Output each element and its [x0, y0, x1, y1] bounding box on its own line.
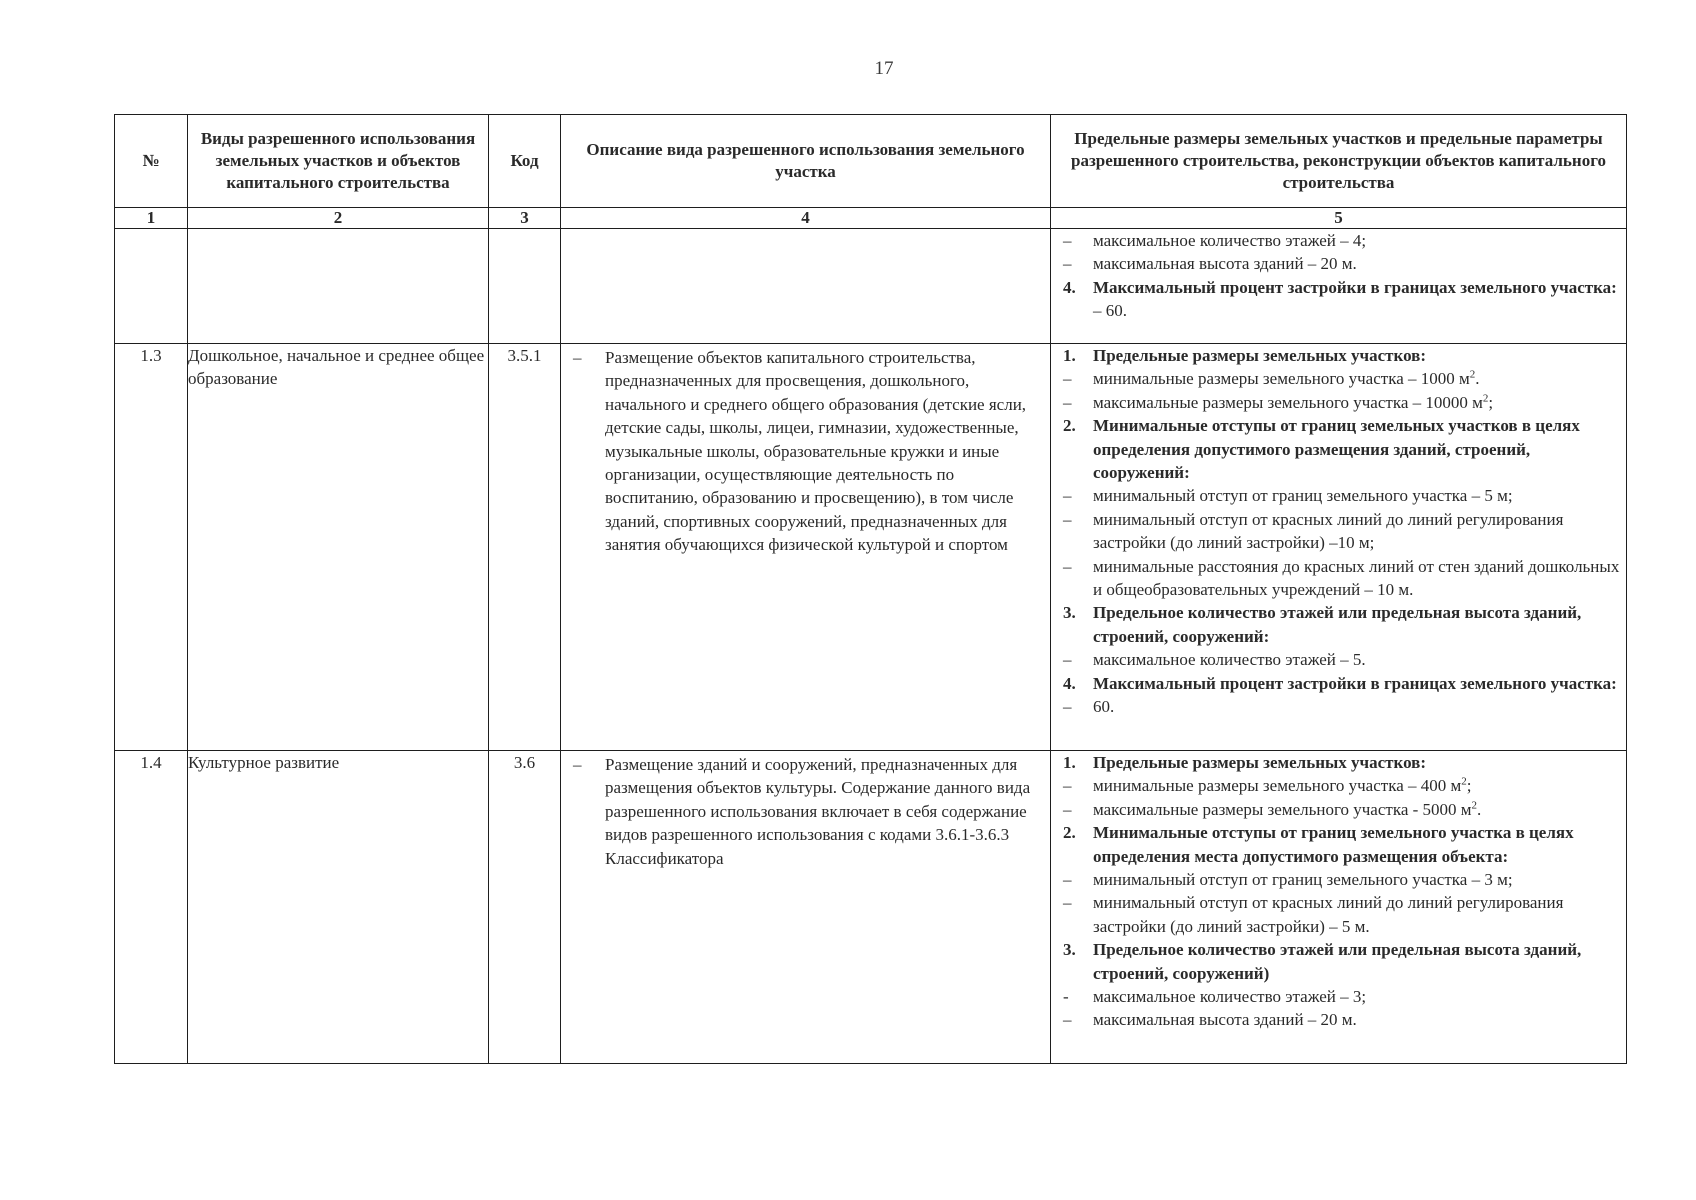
parameter-text-main: максимальное количество этажей – 5. — [1093, 650, 1366, 670]
parameter-text — [1093, 695, 1620, 718]
parameter-text-main: Максимальный процент застройки в границах земельного участка: — [1093, 673, 1617, 693]
parameter-text — [1093, 821, 1620, 868]
parameter-text-main: Предельные размеры земельных участков: — [1093, 753, 1427, 772]
row-number: 1.4 — [115, 751, 188, 1064]
parameter-item — [1063, 1008, 1620, 1031]
parameter-heading — [1063, 938, 1620, 985]
parameter-item — [1063, 299, 1620, 322]
parameter-text-tail: ; — [1488, 392, 1494, 412]
parameter-text-tail: . — [1475, 369, 1480, 389]
list-marker: 3. — [1063, 603, 1076, 623]
list-marker: – — [1063, 776, 1072, 796]
parameter-text-main: Максимальный процент застройки в границах земельного участка: — [1093, 277, 1617, 297]
header-code: Код — [489, 115, 561, 208]
parameter-text-main: минимальный отступ от красных линий до линий регулирования застройки (до линий застройки) –10 м; — [1093, 509, 1564, 553]
description-text: Размещение зданий и сооружений, предназначенных для размещения объектов культуры. Содержание данного вида разрешенного использования включает в себя содержание видов разрешенного использования с кодами 3.6.1-3.6.3 Классификатора — [605, 755, 1031, 868]
parameter-item — [1063, 985, 1620, 1008]
parameter-text — [1093, 555, 1620, 602]
list-marker: – — [1063, 369, 1072, 389]
list-marker: 1. — [1063, 346, 1076, 365]
parameter-text — [1093, 367, 1620, 390]
parameter-text — [1093, 938, 1620, 985]
list-marker: - — [1063, 987, 1069, 1007]
list-marker: – — [1063, 509, 1072, 529]
parameter-text — [1093, 891, 1620, 938]
parameter-item — [1063, 252, 1620, 275]
use-code — [489, 229, 561, 344]
parameter-text-main: Минимальные отступы от границ земельного участка в целях определения места допустимого размещения объекта: — [1093, 823, 1574, 866]
list-marker: 2. — [1063, 416, 1076, 436]
table-row — [115, 344, 1627, 751]
parameter-heading — [1063, 751, 1620, 774]
row-number: 1.3 — [115, 344, 188, 751]
parameter-text — [1093, 1008, 1620, 1031]
column-number: 1 — [115, 208, 188, 229]
parameter-heading — [1063, 821, 1620, 868]
superscript: 2 — [1471, 799, 1478, 812]
list-marker: – — [1063, 870, 1072, 890]
parameter-text-main: – 60. — [1093, 301, 1127, 321]
column-number: 3 — [489, 208, 561, 229]
superscript: 2 — [1469, 368, 1476, 381]
use-type-name — [188, 229, 489, 344]
parameters-cell — [1051, 751, 1627, 1064]
parameter-item — [1063, 229, 1620, 252]
parameter-text — [1093, 252, 1620, 275]
header-no: № — [115, 115, 188, 208]
superscript: 2 — [1482, 392, 1489, 405]
parameter-text-main: Предельное количество этажей или предельная высота зданий, строений, сооружений: — [1093, 603, 1582, 646]
parameter-text — [1093, 672, 1620, 695]
list-marker: – — [1063, 392, 1072, 412]
parameter-heading — [1063, 276, 1620, 299]
list-marker: – — [1063, 893, 1072, 913]
column-number: 2 — [188, 208, 489, 229]
parameter-text-tail: ; — [1466, 776, 1472, 796]
parameter-text-main: максимальная высота зданий – 20 м. — [1093, 254, 1357, 274]
land-use-table — [114, 114, 1627, 1064]
parameter-text-main: минимальный отступ от красных линий до линий регулирования застройки (до линий застройки) – 5 м. — [1093, 893, 1564, 936]
parameter-text-main: минимальный отступ от границ земельного участка – 3 м; — [1093, 870, 1513, 890]
parameter-text — [1093, 985, 1620, 1008]
parameter-item — [1063, 484, 1620, 507]
parameter-text-main: минимальный отступ от границ земельного участка – 5 м; — [1093, 486, 1513, 506]
row-number — [115, 229, 188, 344]
parameter-text-main: максимальные размеры земельного участка - 5000 м — [1093, 799, 1472, 819]
list-marker: 3. — [1063, 940, 1076, 960]
parameter-text — [1093, 276, 1620, 299]
list-marker: – — [1063, 799, 1072, 819]
list-marker: – — [1063, 650, 1072, 670]
header-type: Виды разрешенного использования земельных участков и объектов капитального строительства — [188, 115, 489, 208]
parameter-text-main: Минимальные отступы от границ земельных участков в целях определения допустимого размещения зданий, строений, сооружений: — [1093, 416, 1580, 483]
parameter-text — [1093, 798, 1620, 821]
parameter-text-tail: . — [1477, 799, 1482, 819]
description-cell — [561, 751, 1051, 1064]
description-cell — [561, 344, 1051, 751]
parameter-text — [1093, 774, 1620, 797]
parameter-text-main: Предельные размеры земельных участков: — [1093, 346, 1427, 365]
parameter-item — [1063, 648, 1620, 671]
header-row — [115, 115, 1627, 208]
parameter-item — [1063, 555, 1620, 602]
parameter-heading — [1063, 414, 1620, 484]
parameter-text-main: максимальное количество этажей – 4; — [1093, 231, 1367, 250]
table-row — [115, 229, 1627, 344]
description-cell — [561, 229, 1051, 344]
parameter-heading — [1063, 672, 1620, 695]
list-marker: 4. — [1063, 673, 1076, 693]
parameter-text-main: максимальная высота зданий – 20 м. — [1093, 1010, 1357, 1030]
parameter-text — [1093, 868, 1620, 891]
header-limits: Предельные размеры земельных участков и предельные параметры разрешенного строительства, реконструкции объектов капитального строительства — [1051, 115, 1627, 208]
parameter-text — [1093, 414, 1620, 484]
parameter-text — [1093, 648, 1620, 671]
description-dash: – — [573, 755, 582, 774]
parameter-text-main: минимальные расстояния до красных линий от стен зданий дошкольных и общеобразовательных учреждений – 10 м. — [1093, 556, 1620, 600]
parameter-item — [1063, 508, 1620, 555]
list-marker: 1. — [1063, 753, 1076, 772]
parameter-text — [1093, 299, 1620, 322]
parameter-item — [1063, 868, 1620, 891]
parameter-item — [1063, 367, 1620, 390]
use-code: 3.6 — [489, 751, 561, 1064]
parameter-item — [1063, 891, 1620, 938]
header-description: Описание вида разрешенного использования земельного участка — [561, 115, 1051, 208]
parameter-text-main: минимальные размеры земельного участка – 400 м — [1093, 776, 1462, 796]
page-number: 17 — [874, 58, 894, 79]
list-marker — [1063, 299, 1093, 322]
parameter-text-main: минимальные размеры земельного участка – 1000 м — [1093, 369, 1470, 389]
list-marker: 4. — [1063, 277, 1076, 297]
parameter-text — [1093, 601, 1620, 648]
parameter-text — [1093, 229, 1620, 252]
superscript: 2 — [1461, 775, 1467, 788]
description-text: Размещение объектов капитального строительства, предназначенных для просвещения, дошкольного, начального и среднего общего образования (детские ясли, детские сады, школы, лицеи, гимназии, художественные, музыкальные школы, образовательные кружки и иные организации, осуществляющие деятельность по воспитанию, образованию и просвещению), в том числе зданий, спортивных сооружений, предназначенных для занятия обучающихся физической культурой и спортом — [605, 348, 1027, 555]
list-marker: – — [1063, 231, 1072, 250]
parameters-cell — [1051, 344, 1627, 751]
parameters-cell — [1051, 229, 1627, 344]
list-marker: – — [1063, 556, 1072, 576]
parameter-text — [1093, 751, 1620, 774]
parameter-text — [1093, 508, 1620, 555]
parameter-heading — [1063, 344, 1620, 367]
use-type-name: Культурное развитие — [188, 751, 489, 1064]
list-marker: – — [1063, 254, 1072, 274]
parameter-text — [1093, 344, 1620, 367]
parameter-item — [1063, 774, 1620, 797]
parameter-text-main: максимальное количество этажей – 3; — [1093, 987, 1367, 1007]
list-marker: – — [1063, 1010, 1072, 1030]
column-number: 4 — [561, 208, 1051, 229]
column-number: 5 — [1051, 208, 1627, 229]
parameter-heading — [1063, 601, 1620, 648]
parameter-text-main: 60. — [1093, 697, 1115, 717]
parameter-item — [1063, 695, 1620, 718]
parameter-item — [1063, 798, 1620, 821]
parameter-text-main: максимальные размеры земельного участка – 10000 м — [1093, 392, 1483, 412]
use-code: 3.5.1 — [489, 344, 561, 751]
use-type-name: Дошкольное, начальное и среднее общее образование — [188, 344, 489, 751]
description-dash: – — [573, 348, 582, 367]
list-marker: – — [1063, 697, 1072, 717]
parameter-item — [1063, 391, 1620, 414]
parameter-text-main: Предельное количество этажей или предельная высота зданий, строений, сооружений) — [1093, 940, 1582, 983]
parameter-text — [1093, 391, 1620, 414]
table-row — [115, 751, 1627, 1064]
list-marker: 2. — [1063, 823, 1076, 843]
parameter-text — [1093, 484, 1620, 507]
list-marker: – — [1063, 486, 1072, 506]
column-number-row — [115, 208, 1627, 229]
